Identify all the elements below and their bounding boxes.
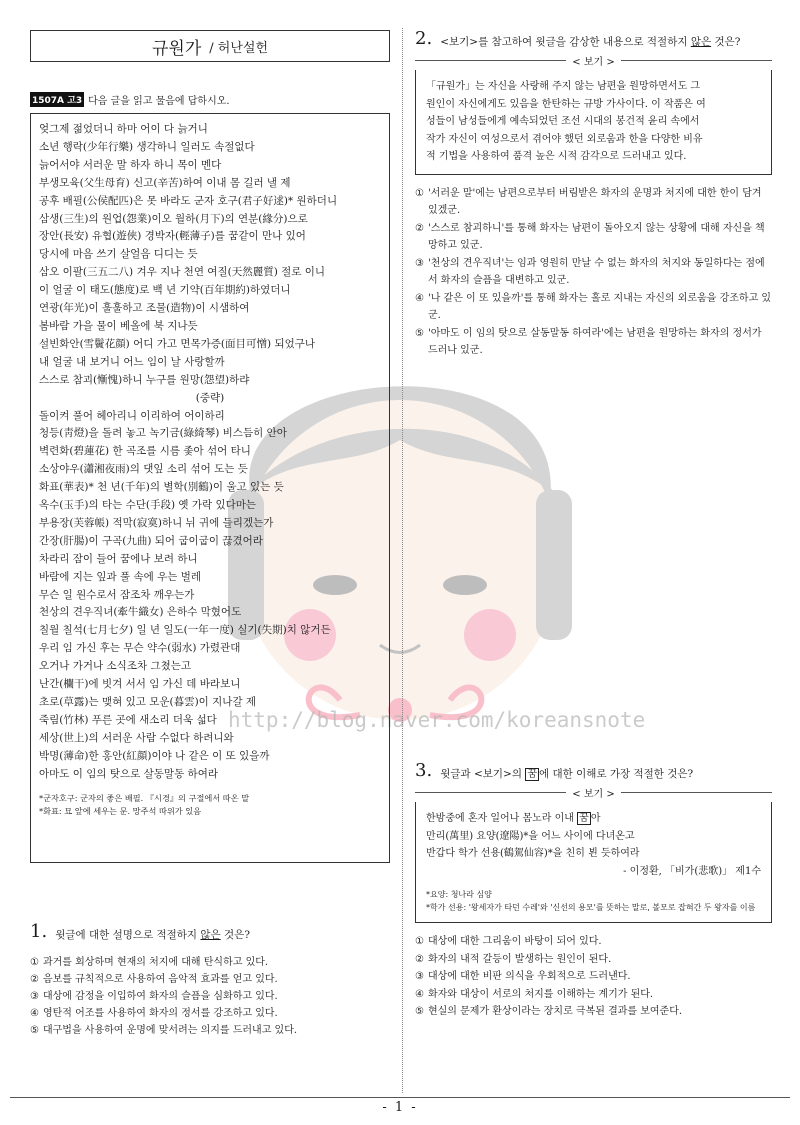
poem-line: (중략) (195, 391, 225, 404)
bogi-line (426, 810, 761, 828)
question-2 (415, 30, 772, 360)
poem-line: 칠월 칠석(七月七夕) 일 년 일도(一年一度) 실기(失期)치 않거든 (39, 624, 331, 637)
page-title: 규원가 (151, 38, 202, 59)
prompt-underlined: 않은 (200, 929, 221, 941)
prompt-part: 것은? (711, 36, 741, 48)
question-3-prompt (415, 762, 772, 781)
bogi-note: *학가 선용: '왕세자가 타던 수레'와 '신선의 용모'를 뜻하는 말로, 볼모로 잡혀간 두 왕자를 이름 (426, 903, 756, 913)
choice-number: ④ (415, 292, 424, 304)
choice-text: 대구법을 사용하여 운명에 맞서려는 의지를 드러내고 있다. (42, 1025, 298, 1036)
question-text (440, 30, 740, 49)
boxed-glyph: 꿈 (579, 813, 589, 824)
bogi-note: *요양: 청나라 심양 (426, 890, 492, 900)
poem-line: 스스로 참괴(慚愧)하니 누구를 원망(怨望)하랴 (39, 373, 250, 386)
bogi-line: 적 기법을 사용하여 품격 높은 시적 감각으로 드러내고 있다. (426, 151, 687, 163)
poem-line: 난간(欄干)에 빗겨 서서 임 가신 데 바라보니 (39, 678, 241, 691)
poem-line: 봄바람 가을 물이 베올에 북 지나듯 (39, 319, 198, 332)
choice-text: 영탄적 어조를 사용하여 화자의 정서를 강조하고 있다. (42, 1008, 278, 1019)
title-box (30, 30, 390, 62)
answer-choice[interactable] (30, 988, 390, 1005)
bogi-box (415, 70, 772, 175)
prompt-part: <보기>를 참고하여 윗글을 감상한 내용으로 적절하지 (440, 36, 691, 48)
poem-line: 화표(華表)* 천 년(千年)의 별학(別鶴)이 울고 있는 듯 (39, 481, 284, 494)
poem-line: 이 얼굴 이 태도(態度)로 백 년 기약(百年期約)하였더니 (39, 284, 291, 297)
choice-number: ① (30, 957, 39, 968)
choice-number: ⑤ (30, 1025, 39, 1036)
poem-passage (30, 113, 390, 863)
instruction-text: 다음 글을 읽고 물음에 답하시오. (88, 96, 230, 107)
choice-number: ③ (415, 257, 424, 269)
bogi-line: 성들이 남성들에게 예속되었던 조선 시대의 봉건적 윤리 속에서 (426, 116, 700, 128)
answer-choice[interactable] (415, 933, 772, 951)
poem-line: 부생모육(父生母育) 신고(辛苦)하여 이내 몸 길러 낼 제 (39, 176, 291, 189)
bogi-text: 한밤중에 혼자 일어나 몸노라 이내 (426, 813, 578, 824)
poem-line: 청등(靑燈)을 돌려 놓고 녹기금(綠綺琴) 비스듬히 안아 (39, 427, 287, 440)
poem-lines (39, 121, 381, 784)
poem-line: 당시에 마음 쓰기 살얼음 디디는 듯 (39, 248, 198, 261)
choice-number: ④ (415, 988, 424, 1000)
note-line: *화표: 묘 앞에 세우는 문. 망주석 따위가 있음 (39, 805, 202, 816)
question-2-choices (415, 185, 772, 360)
boxed-glyph: 꿈 (527, 769, 537, 780)
poem-line: 우리 임 가신 후는 무슨 약수(弱水) 가렸관대 (39, 642, 241, 655)
answer-choice[interactable] (415, 185, 772, 220)
prompt-underlined: 않은 (690, 36, 712, 48)
answer-choice[interactable] (415, 255, 772, 290)
answer-choice[interactable] (415, 1003, 772, 1021)
bogi-box (415, 802, 772, 923)
poem-line: 죽림(竹林) 푸른 곳에 새소리 더욱 섧다 (39, 713, 217, 726)
choice-text: 과거를 회상하며 현재의 처지에 대해 탄식하고 있다. (42, 957, 269, 968)
bogi-text: 아 (590, 813, 601, 824)
bogi-line: 원인이 자신에게도 있음을 한탄하는 규방 가사이다. 이 작품은 여 (426, 98, 706, 110)
question-number: 2. (415, 28, 433, 49)
answer-choice[interactable] (415, 951, 772, 969)
choice-text: 대상에 대한 비판 의식을 우회적으로 드러낸다. (427, 971, 631, 983)
page-subtitle: / 허난설헌 (209, 40, 269, 56)
poem-line: 바람에 지는 잎과 풀 속에 우는 벌레 (39, 570, 202, 583)
exam-code-tag: 1507A 고3 (30, 92, 84, 107)
poem-line: 장안(長安) 유협(遊俠) 경박자(輕薄子)를 꿈같이 만나 있어 (39, 230, 306, 243)
question-text (55, 923, 250, 942)
poem-line: 공후 배필(公侯配匹)은 못 바라도 군자 호구(君子好逑)* 원하더니 (39, 194, 338, 207)
poem-notes (39, 792, 381, 818)
prompt-part: 윗글과 <보기>의 (440, 768, 526, 780)
poem-line: 천상의 견우직녀(牽牛織女) 은하수 막혔어도 (39, 606, 242, 619)
choice-text: 대상에 대한 그리움이 바탕이 되어 있다. (427, 936, 602, 948)
choice-number: ④ (30, 1008, 39, 1019)
poem-line: 세상(世上)의 서러운 사람 수없다 하려니와 (39, 731, 234, 744)
question-1-choices (30, 954, 390, 1039)
answer-choice[interactable] (30, 971, 390, 988)
poem-line: 소년 행락(少年行樂) 생각하니 일러도 속절없다 (39, 140, 255, 153)
question-3-choices (415, 933, 772, 1021)
poem-line: 무슨 일 원수로서 잠조차 깨우는가 (39, 588, 195, 601)
bogi-source: - 이정환, 「비가(悲歌)」 제1수 (623, 865, 761, 877)
answer-choice[interactable] (415, 986, 772, 1004)
question-1 (30, 923, 390, 1039)
poem-line: 늙어서야 서러운 말 하자 하니 목이 멘다 (39, 158, 222, 171)
choice-text: '스스로 참괴하니'를 통해 화자는 남편이 돌아오지 않는 상황에 대해 자신을 책망하고 있군. (427, 222, 765, 252)
choice-text: 음보를 규칙적으로 사용하여 음악적 효과를 얻고 있다. (42, 974, 278, 985)
choice-number: ① (415, 936, 424, 948)
poem-line: 부용장(芙蓉帳) 적막(寂寞)하니 뉘 귀에 들리겠는가 (39, 516, 274, 529)
choice-text: 현실의 문제가 환상이라는 장치로 극복된 결과를 보여준다. (427, 1006, 683, 1018)
answer-choice[interactable] (30, 1005, 390, 1022)
question-3 (415, 762, 772, 1021)
answer-choice[interactable] (415, 325, 772, 360)
poem-line: 박명(薄命)한 홍안(紅顔)이야 나 같은 이 또 있을까 (39, 749, 270, 762)
poem-line: 차라리 잠이 들어 꿈에나 보려 하니 (39, 552, 198, 565)
instruction (30, 92, 390, 107)
poem-line: 엊그제 젊었더니 하마 어이 다 늙거니 (39, 123, 208, 135)
bogi-line: 만리(萬里) 요양(遼陽)*을 어느 사이에 다녀온고 (426, 830, 635, 842)
choice-number: ① (415, 187, 424, 199)
choice-number: ② (415, 222, 424, 234)
poem-line: 간장(肝腸)이 구곡(九曲) 되어 굽이굽이 끊겼어라 (39, 534, 263, 547)
answer-choice[interactable] (415, 290, 772, 325)
bogi-line: 반갑다 학가 선용(鶴駕仙容)*을 친히 뵌 듯하여라 (426, 848, 640, 860)
choice-text: '아마도 이 임의 탓으로 살동말동 하여라'에는 남편을 원망하는 화자의 정서가 드러나 있군. (427, 327, 762, 357)
prompt-part: 윗글에 대한 설명으로 적절하지 (55, 929, 201, 941)
question-number: 1. (30, 921, 48, 942)
poem-line: 옥수(玉手)의 타는 수단(手段) 옛 가락 있다마는 (39, 499, 257, 512)
question-2-prompt (415, 30, 772, 49)
bogi-notes (426, 888, 761, 914)
answer-choice[interactable] (30, 954, 390, 971)
choice-number: ③ (415, 971, 424, 983)
poem-line: 벽련화(碧蓮花) 한 곡조를 시름 좇아 섞어 타니 (39, 445, 251, 458)
choice-text: 화자와 대상이 서로의 처지를 이해하는 계기가 된다. (427, 988, 654, 1000)
prompt-part: 것은? (220, 929, 250, 941)
bogi-line: 작가 자신이 여성으로서 겪어야 했던 외로움과 한을 다양한 비유 (426, 133, 703, 145)
choice-number: ⑤ (415, 327, 424, 339)
bogi-label (415, 53, 772, 68)
answer-choice[interactable] (415, 968, 772, 986)
choice-number: ② (415, 953, 424, 965)
choice-text: '천상의 견우직녀'는 임과 영원히 만날 수 없는 화자의 처지와 동일하다는 점에서 화자의 슬픔을 대변하고 있군. (427, 257, 765, 287)
choice-text: 대상에 감정을 이입하여 화자의 슬픔을 심화하고 있다. (42, 991, 278, 1002)
poem-line: 삼오 이팔(三五二八) 겨우 지나 천연 여질(天然麗質) 절로 이니 (39, 266, 326, 279)
poem-line: 아마도 이 임의 탓으로 살동말동 하여라 (39, 767, 218, 780)
choice-number: ② (30, 974, 39, 985)
column-divider (402, 28, 403, 1093)
bogi-label (415, 785, 772, 800)
note-line: *군자호구: 군자의 좋은 배필. 『시경』의 구절에서 따온 말 (39, 792, 250, 803)
left-column (30, 30, 390, 1036)
page-number: - 1 - (382, 1100, 418, 1115)
choice-text: '나 같은 이 또 있을까'를 통해 화자는 홀로 지내는 자신의 외로움을 강조하고 있군. (427, 292, 772, 322)
poem-line: 연광(年光)이 훌훌하고 조물(造物)이 시샘하여 (39, 302, 250, 315)
choice-number: ⑤ (415, 1006, 424, 1018)
question-number: 3. (415, 760, 433, 781)
question-1-prompt (30, 923, 390, 942)
watermark-url: http://blog.naver.com/koreansnote (228, 708, 646, 732)
choice-text: '서러운 말'에는 남편으로부터 버림받은 화자의 운명과 처지에 대한 한이 담겨 있겠군. (427, 187, 762, 217)
bogi-line: 「규원가」는 자신을 사랑해 주지 않는 남편을 원망하면서도 그 (426, 81, 701, 92)
answer-choice[interactable] (30, 1022, 390, 1039)
bogi-label-text: < 보기 > (566, 57, 620, 68)
poem-line: 초로(草露)는 맺혀 있고 모운(暮雲)이 지나갈 제 (39, 696, 257, 708)
poem-line: 소상야우(瀟湘夜雨)의 댓잎 소리 섞어 도는 듯 (39, 463, 248, 476)
answer-choice[interactable] (415, 220, 772, 255)
poem-line: 내 얼굴 내 보거니 어느 임이 날 사랑할까 (39, 355, 225, 368)
poem-line: 오거나 가거나 소식조차 그쳤는고 (39, 660, 192, 673)
poem-line: 설빈화안(雪鬢花顔) 어디 가고 면목가증(面目可憎) 되었구나 (39, 337, 316, 350)
poem-line: 삼생(三生)의 원업(怨業)이오 월하(月下)의 연분(緣分)으로 (39, 212, 308, 225)
bogi-label-text: < 보기 > (566, 789, 620, 800)
choice-number: ③ (30, 991, 39, 1002)
poem-line: 돌이켜 풀어 헤아리니 이리하여 어이하리 (39, 409, 225, 422)
prompt-part: 에 대한 이해로 가장 적절한 것은? (539, 768, 694, 780)
choice-text: 화자의 내적 갈등이 발생하는 원인이 된다. (427, 953, 612, 965)
footer-rule (10, 1097, 790, 1098)
question-text (440, 762, 693, 781)
